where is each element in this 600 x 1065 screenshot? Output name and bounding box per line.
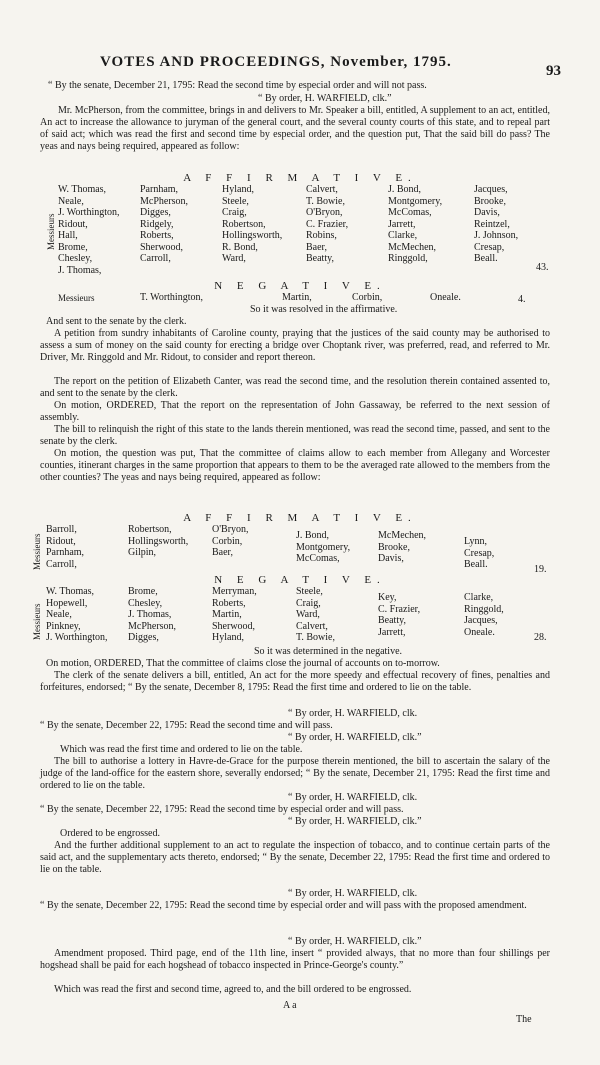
vote2-aff-column: J. Bond, Montgomery, McComas, <box>296 530 351 564</box>
vote1-result: So it was resolved in the affirmative. <box>250 304 398 315</box>
read-first-time: Which was read the first time and ordered to lie on the table. <box>60 744 303 755</box>
vote1-neg-count: 4. <box>518 294 526 305</box>
senate-endorsement: “ By the senate, December 22, 1795: Read the second time by especial order and will pass with the proposed amendment. <box>40 900 527 911</box>
vote1-negative-heading: N E G A T I V E. <box>214 280 386 292</box>
vote1-aff-count: 43. <box>536 262 549 273</box>
vote2-messieurs-label: Messieurs <box>32 533 42 570</box>
vote2-neg-column: W. Thomas, Hopewell, Neale, Pinkney, J. Worthington, <box>46 586 108 643</box>
ordered-engrossed: Ordered to be engrossed. <box>60 828 160 839</box>
vote2-neg-column: Steele, Craig, Ward, Calvert, T. Bowie, <box>296 586 335 643</box>
claims-motion: On motion, the question was put, That the committee of claims allow to each member from Allegany and Worcester counties, itinerant charges in the same proportion that appears to them to be the averaged rate allowed to the members from the other counties? The yeas and nays being required, appeared as follow: <box>40 448 550 483</box>
vote2-neg-messieurs-label: Messieurs <box>32 603 42 640</box>
vote1-aff-column: Hyland, Steele, Craig, Robertson, Hollingsworth, R. Bond, Ward, <box>222 184 283 264</box>
vote2-result: So it was determined in the negative. <box>254 646 403 657</box>
page-number: 93 <box>546 63 561 79</box>
by-order-signature: “ By order, H. WARFIELD, clk. <box>288 792 418 803</box>
vote2-aff-column: McMechen, Brooke, Davis, <box>378 530 427 564</box>
vote1-aff-column: Parnham, McPherson, Digges, Ridgely, Roberts, Sherwood, Carroll, <box>140 184 189 264</box>
gassaway-motion: On motion, ORDERED, That the report on the representation of John Gassaway, be referred to the next session of assembly. <box>40 400 550 423</box>
lottery-bill-paragraph: The bill to authorise a lottery in Havre-de-Grace for the purpose therein mentioned, the bill to ascertain the salary of the judge of the land-office for the eastern shore, severally endorsed; “ By the senate, December 21, 1795: Read the first time and ordered to lie on the table. <box>40 756 550 791</box>
by-order-signature: “ By order, H. WARFIELD, clk.” <box>288 732 422 743</box>
vote1-aff-column: W. Thomas, Neale, J. Worthington, Ridout, Hall, Brome, Chesley, J. Thomas, <box>58 184 120 276</box>
close-journal-motion: On motion, ORDERED, That the committee of claims close the journal of accounts on to-morrow. <box>46 658 440 669</box>
by-order-signature: “ By order, H. WARFIELD, clk.” <box>288 936 422 947</box>
vote2-negative-heading: N E G A T I V E. <box>214 574 386 586</box>
relinquish-bill: The bill to relinquish the right of this state to the lands therein mentioned, was read the second time, passed, and sent to the senate by the clerk. <box>40 424 550 447</box>
vote2-neg-column: Merryman, Roberts, Martin, Sherwood, Hyland, <box>212 586 257 643</box>
vote2-aff-column: Robertson, Hollingsworth, Gilpin, <box>128 524 189 558</box>
vote1-aff-column: J. Bond, Montgomery, McComas, Jarrett, Clarke, McMechen, Ringgold, <box>388 184 443 264</box>
amendment-paragraph: Amendment proposed. Third page, end of the 11th line, insert “ provided always, that no more than four shillings per hogshead shall be paid for each hogshead of tobacco inspected in Prince-George's county.” <box>40 948 550 971</box>
vote1-neg-name: Corbin, <box>352 292 383 303</box>
vote2-aff-column: Lynn, Cresap, Beall. <box>464 536 495 570</box>
canter-report: The report on the petition of Elizabeth Canter, was read the second time, and the resolution therein contained assented to, and sent to the senate by the clerk. <box>40 376 550 399</box>
vote1-neg-name: Martin, <box>282 292 312 303</box>
vote2-neg-count: 28. <box>534 632 547 643</box>
vote2-aff-column: Barroll, Ridout, Parnham, Carroll, <box>46 524 85 570</box>
senate-endorsement: “ By the senate, December 22, 1795: Read the second time and will pass. <box>40 720 333 731</box>
page-header: VOTES AND PROCEEDINGS, November, 1795. <box>100 54 452 70</box>
by-order-signature: “ By order, H. WARFIELD, clk. <box>288 888 418 899</box>
vote2-affirmative-heading: A F F I R M A T I V E. <box>183 512 417 524</box>
vote2-aff-count: 19. <box>534 564 547 575</box>
senate-endorsement: “ By the senate, December 22, 1795: Read the second time by especial order and will pass. <box>40 804 404 815</box>
final-reading: Which was read the first and second time, agreed to, and the bill ordered to be engrossed. <box>54 984 412 995</box>
by-order-signature: “ By order, H. WARFIELD, clk. <box>288 708 418 719</box>
vote1-aff-column: Jacques, Brooke, Davis, Reintzel, J. Johnson, Cresap, Beall. <box>474 184 519 264</box>
vote2-aff-column: O'Bryon, Corbin, Baer, <box>212 524 249 558</box>
caroline-petition: A petition from sundry inhabitants of Caroline county, praying that the justices of the said county may be authorised to assess a sum of money on the said county for erecting a bridge over Choptank river, was preferred, read, and referred to Mr. Driver, Mr. Ringgold and Mr. Ridout, to consider and report thereon. <box>40 328 550 363</box>
signature-mark: A a <box>283 1000 297 1011</box>
sent-to-senate: And sent to the senate by the clerk. <box>46 316 187 327</box>
vote2-neg-column: Brome, Chesley, J. Thomas, McPherson, Digges, <box>128 586 177 643</box>
tobacco-supplement-paragraph: And the further additional supplement to an act to regulate the inspection of tobacco, and to continue certain parts of the said act, and the supplementary acts thereto, endorsed; “ By the senate, December 22, 1795: Read the first time and ordered to lie on the table. <box>40 840 550 875</box>
mcpherson-paragraph: Mr. McPherson, from the committee, brings in and delivers to Mr. Speaker a bill, entitled, A supplement to an act, entitled, An act to increase the allowance to juryman of the general court, and the several county courts of this state, and to repeal part of said act; which was read the first and second time by especial order, and the question put, That the said bill do pass? The yeas and nays being required, appeared as follow: <box>40 105 550 152</box>
vote1-neg-name: Oneale. <box>430 292 461 303</box>
vote1-affirmative-heading: A F F I R M A T I V E. <box>183 172 417 184</box>
vote2-neg-column: Clarke, Ringgold, Jacques, Oneale. <box>464 592 504 638</box>
vote2-neg-column: Key, C. Frazier, Beatty, Jarrett, <box>378 592 421 638</box>
vote1-neg-name: T. Worthington, <box>140 292 203 303</box>
by-order-signature: “ By order, H. WARFIELD, clk.” <box>258 93 392 104</box>
by-order-signature: “ By order, H. WARFIELD, clk.” <box>288 816 422 827</box>
catchword: The <box>516 1014 532 1025</box>
vote1-messieurs-label: Messieurs <box>46 213 56 250</box>
vote1-neg-label: Messieurs <box>58 293 95 303</box>
senate-endorsement: “ By the senate, December 21, 1795: Read the second time by especial order and will not pass. <box>48 80 427 91</box>
clerk-bill-paragraph: The clerk of the senate delivers a bill, entitled, An act for the more speedy and effectual recovery of fines, penalties and forfeitures, endorsed; “ By the senate, December 8, 1795: Read the first time and ordered to lie on the table. <box>40 670 550 693</box>
vote1-aff-column: Calvert, T. Bowie, O'Bryon, C. Frazier, Robins, Baer, Beatty, <box>306 184 349 264</box>
